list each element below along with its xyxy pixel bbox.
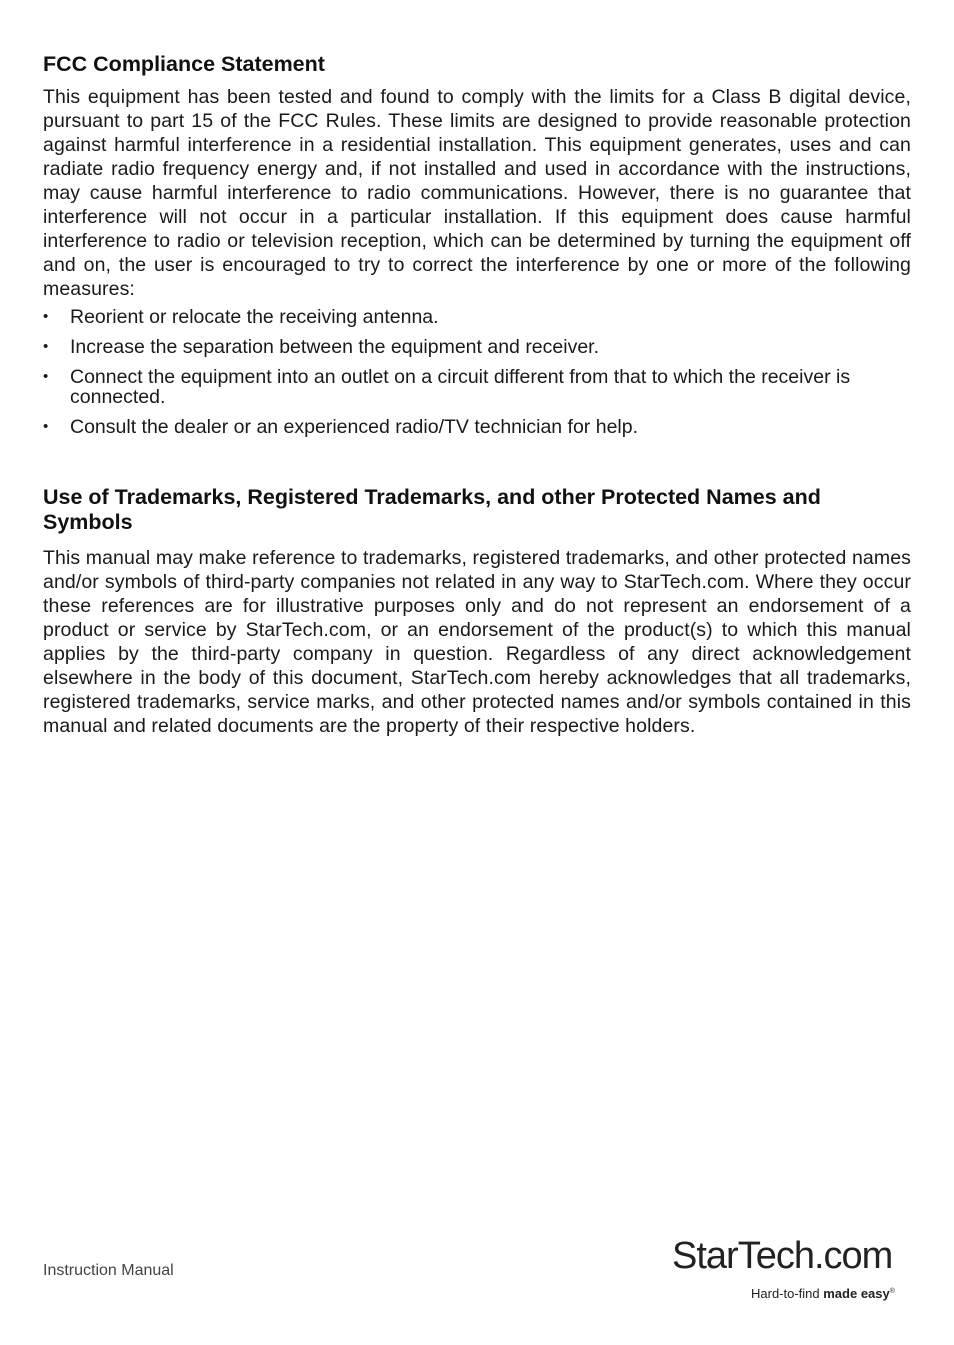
logo-reg-mark: ® (889, 1288, 895, 1295)
list-item (43, 367, 911, 407)
measure-text: Consult the dealer or an experienced radio/TV technician for help. (70, 416, 639, 438)
startech-logo (672, 1232, 912, 1302)
bullet-icon: • (43, 338, 49, 355)
bullet-icon: • (43, 418, 49, 435)
fcc-section (43, 52, 911, 437)
startech-logo-icon (672, 1232, 912, 1302)
trademarks-section (43, 485, 911, 738)
measures-list (43, 307, 911, 437)
logo-tagline (751, 1286, 896, 1301)
bullet-icon: • (43, 308, 49, 325)
measure-text: Increase the separation between the equipment and receiver. (70, 336, 600, 358)
list-item (43, 307, 911, 327)
list-item (43, 417, 911, 437)
document-page (43, 52, 911, 738)
fcc-paragraph: This equipment has been tested and found to comply with the limits for a Class B digital device, pursuant to part 15 of the FCC Rules. These limits are designed to provide reasonable protection against harmful interference in a residential installation. This equipment generates, uses and can radiate radio frequency energy and, if not installed and used in accordance with the instructions, may cause harmful interference to radio communications. However, there is no guarantee that interference will not occur in a particular installation. If this equipment does cause harmful interference to radio or television reception, which can be determined by turning the equipment off and on, the user is encouraged to try to correct the interference by one or more of the following measures: (43, 86, 911, 300)
logo-wordmark: StarTech.com (672, 1235, 893, 1277)
trademarks-heading: Use of Trademarks, Registered Trademarks, and other Protected Names and Symbols (43, 485, 821, 534)
logo-tagline-light: Hard-to-find (751, 1286, 824, 1301)
logo-tagline-bold: made easy (823, 1286, 890, 1301)
measure-text: Reorient or relocate the receiving antenna. (70, 306, 439, 328)
bullet-icon: • (43, 368, 49, 385)
footer-label: Instruction Manual (43, 1262, 174, 1279)
trademarks-paragraph: This manual may make reference to trademarks, registered trademarks, and other protected names and/or symbols of third-party companies not related in any way to StarTech.com. Where they occur these references are for illustrative purposes only and do not represent an endorsement of a product or service by StarTech.com, or an endorsement of the product(s) to which this manual applies by the third-party company in question. Regardless of any direct acknowledgement elsewhere in the body of this document, StarTech.com hereby acknowledges that all trademarks, registered trademarks, service marks, and other protected names and/or symbols contained in this manual and related documents are the property of their respective holders. (43, 547, 911, 737)
list-item (43, 337, 911, 357)
measure-text: Connect the equipment into an outlet on a circuit different from that to which the receiver is connected. (70, 366, 851, 408)
fcc-heading: FCC Compliance Statement (43, 52, 325, 76)
